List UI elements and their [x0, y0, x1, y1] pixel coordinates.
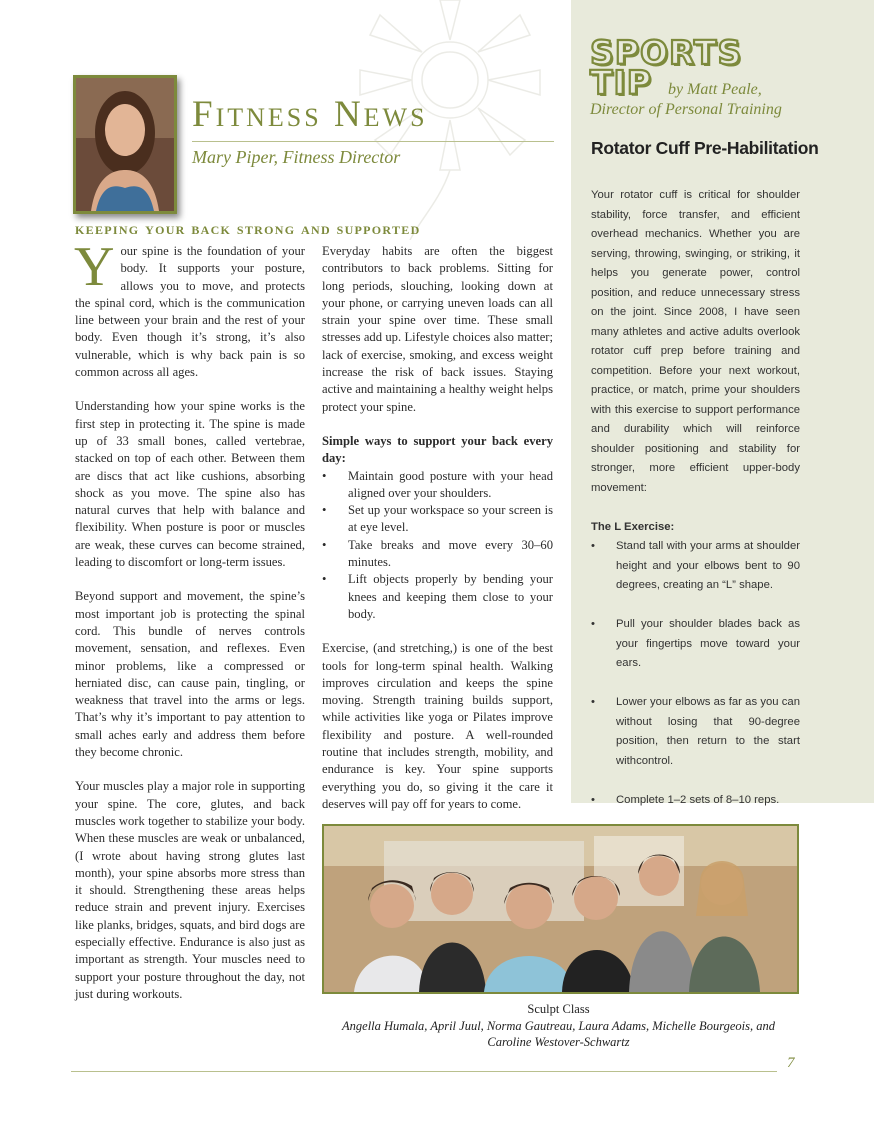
article-paragraph: Beyond support and movement, the spine’s most important job is protecting the spinal cord. This bundle of nerves controls movement, sensation, and reflexes. Even minor problems, like a compressed or herniated disc, can cause pain, tingling, or weakness that travel into the arms or legs. That’s why it’s important to pay attention to small aches early and address them before they become chronic.: [75, 589, 305, 760]
article-column-2: [322, 243, 553, 830]
list-item: • Stand tall with your arms at shoulder height and your elbows bent to 90 degrees, creating an “L” shape.: [591, 537, 800, 596]
footer-rule: [71, 1071, 777, 1072]
article-paragraph: [74, 236, 305, 381]
exercise-title: The L Exercise:: [591, 520, 675, 533]
list-item: • Pull your shoulder blades back as your fingertips move toward your ears.: [591, 615, 800, 674]
photo-caption-title: Sculpt Class: [527, 1002, 590, 1016]
author-portrait: [73, 75, 177, 214]
tip-body: [591, 186, 800, 830]
tips-heading: Simple ways to support your back every day:: [322, 433, 553, 466]
drop-cap: Y: [74, 236, 115, 298]
list-item: • Complete 1–2 sets of 8–10 reps.: [591, 791, 800, 811]
article-paragraph: Exercise, (and stretching,) is one of the best tools for long-term spinal health. Walking improves circulation and keeps the spine moving. Strength training builds support, while activities like yoga or Pilates improve flexibility and posture. A well-rounded routine that includes strength, mobility, and endurance is key. Your spine supports everything you do, so giving it the care it deserves will pay off for years to come.: [322, 641, 553, 811]
page-title: Fitness News: [192, 94, 428, 135]
tips-list: [322, 468, 553, 624]
article-paragraph: Your muscles play a major role in supporting your spine. The core, glutes, and back muscles work together to stabilize your body. When these muscles are weak or unbalanced, (I wrote about having strong glutes last month), your spine absorbs more stress than it should. Strengthening these areas helps reduce strain and prevent injury. Exercises like planks, bridges, squats, and bird dogs are especially effective. Endurance is also just as important as strength. Your muscles need to support your posture throughout the day, not just during workouts.: [75, 779, 305, 1001]
photo-caption-names: Angella Humala, April Juul, Norma Gautreau, Laura Adams, Michelle Bourgeois, and Caroline Westover-Schwartz: [342, 1019, 775, 1049]
paragraph-text: our spine is the foundation of your body. It supports your posture, allows you to move, and protects the spinal cord, which is the communication line between your brain and the rest of your body. Even though it’s strong, it’s also vulnerable, which is why back pain is so common across all ages.: [75, 244, 305, 380]
page-number: 7: [787, 1055, 795, 1071]
article-paragraph: Understanding how your spine works is the first step in protecting it. The spine is made up of 33 small bones, called vertebrae, stacked on top of each other. Between them are discs that act like cushions, absorbing shock as you move. The spine also has natural curves that help with balance and flexibility. When posture is poor or muscles are weak, these curves can become strained, leading to discomfort or long-term issues.: [75, 399, 305, 570]
tip-wordmark: TIP: [590, 63, 652, 102]
sports-wordmark: SPORTS: [590, 33, 743, 72]
tip-heading: Rotator Cuff Pre-Habilitation: [591, 138, 819, 158]
tip-author: by Matt Peale,: [668, 81, 762, 98]
list-item: • Lower your elbows as far as you can without losing that 90-degree position, then return to the start withcontrol.: [591, 693, 800, 771]
article-headline: keeping your back strong and supported: [75, 218, 421, 238]
list-item: • Take breaks and move every 30–60 minutes.: [322, 537, 553, 572]
article-paragraph: Everyday habits are often the biggest contributors to back problems. Sitting for long periods, slouching, looking down at your phone, or carrying uneven loads can all strain your spine over time. These small stresses add up. Lifestyle choices also matter; lack of exercise, smoking, and excess weight increase the risk of back issues. Staying active and maintaining a healthy weight helps protect your spine.: [322, 244, 553, 414]
list-item: • Lift objects properly by bending your knees and keeping them close to your body.: [322, 571, 553, 623]
tip-author-role: Director of Personal Training: [590, 101, 782, 118]
class-group-photo: [322, 824, 799, 994]
article-column-1: [74, 236, 305, 1020]
list-item: • Set up your workspace so your screen is at eye level.: [322, 502, 553, 537]
exercise-steps: [591, 537, 800, 810]
list-item: • Maintain good posture with your head aligned over your shoulders.: [322, 468, 553, 503]
byline: Mary Piper, Fitness Director: [192, 147, 401, 167]
title-rule: [192, 141, 554, 142]
tip-paragraph: Your rotator cuff is critical for shoulder stability, force transfer, and efficient overhead mechanics. Whether you are serving, throwing, swinging, or striking, it helps you generate power, control position, and reduce unnecessary stress on the joint. Since 2008, I have seen many athletes and active adults overlook rotator cuff prep before training and competition. Before your next workout, practice, or match, prime your shoulders with this exercise to support performance and durability which will reinforce shoulder positioning and stability for stronger, more efficient upper-body movement:: [591, 189, 800, 494]
